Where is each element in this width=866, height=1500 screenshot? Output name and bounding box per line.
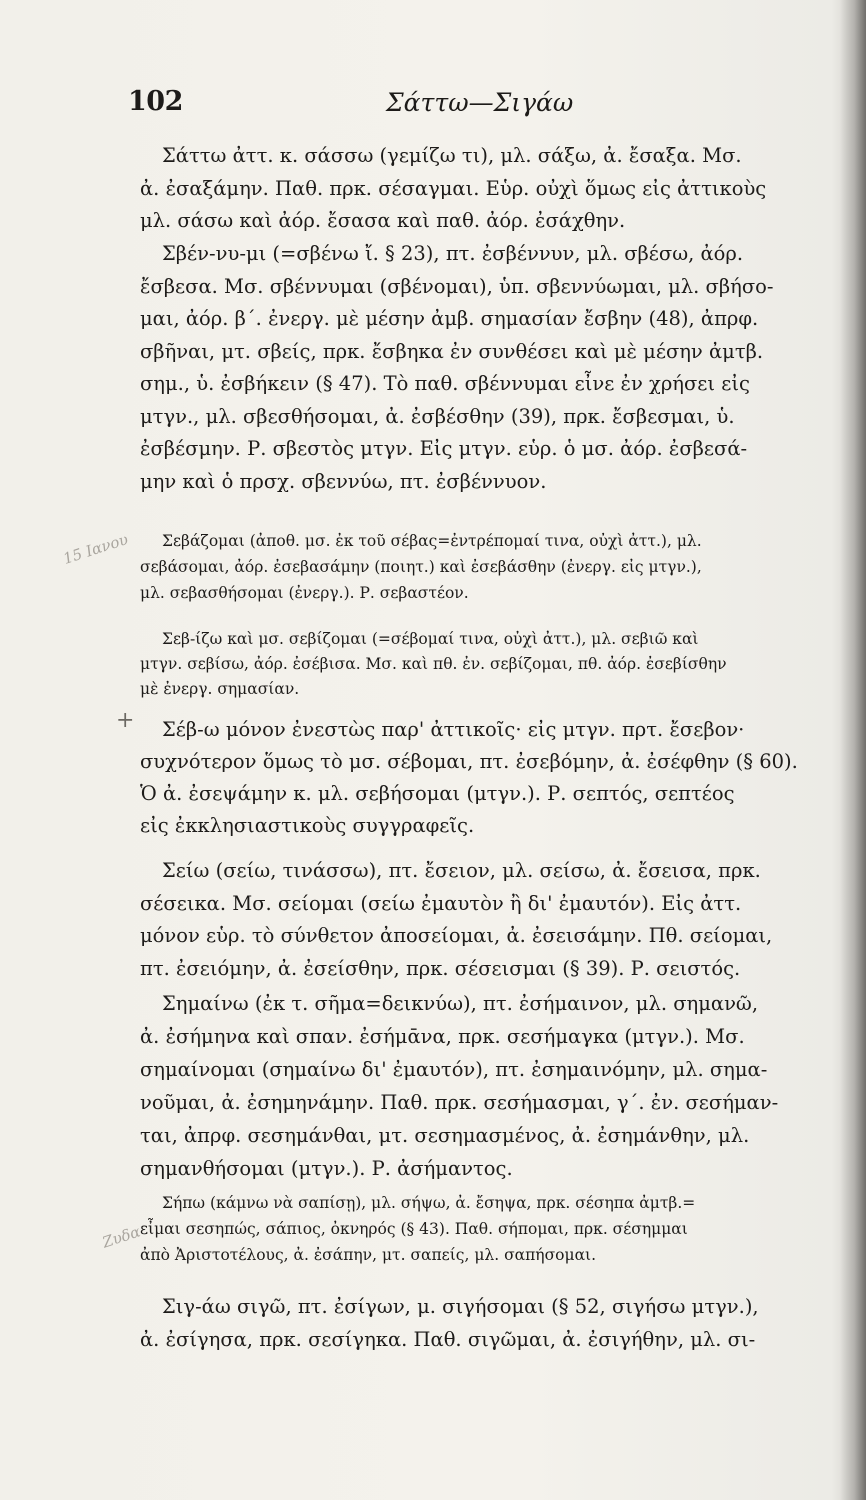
entry-line: Σεβάζομαι (ἀποθ. μσ. ἐκ τοῦ σέβας=ἐντρέπομαί τινα, οὐχὶ ἀττ.), μλ. — [162, 532, 702, 550]
entry-semaino — [140, 987, 820, 1185]
page-spine-shadow — [840, 0, 866, 1500]
entry-line: ἀ. ἐσίγησα, πρκ. σεσίγηκα. Παθ. σιγῶμαι, ἀ. ἐσιγήθην, μλ. σι- — [140, 1328, 756, 1351]
margin-handwritten-note: Ζυδα — [100, 1222, 143, 1252]
entry-line: Σέβ-ω μόνον ἐνεστὼς παρ' ἀττικοῖς· εἰς μτγν. πρτ. ἔσεβον· — [162, 718, 745, 741]
entry-line: σεβάσομαι, ἀόρ. ἐσεβασάμην (ποιητ.) καὶ ἐσεβάσθην (ἐνεργ. εἰς μτγν.), — [140, 558, 702, 576]
entry-line: Σεβ-ίζω καὶ μσ. σεβίζομαι (=σέβομαί τινα, οὐχὶ ἀττ.), μλ. σεβιῶ καὶ — [162, 630, 699, 648]
entry-line: ἀπὸ Ἀριστοτέλους, ἀ. ἐσάπην, μτ. σαπείς, μλ. σαπήσομαι. — [140, 1246, 597, 1264]
entry-line: σημ., ὑ. ἐσβήκειν (§ 47). Τὸ παθ. σβέννυμαι εἶνε ἐν χρήσει εἰς — [140, 372, 750, 395]
entry-sepo — [140, 1190, 820, 1268]
entry-line: μλ. σεβασθήσομαι (ἐνεργ.). Ρ. σεβαστέον. — [140, 584, 469, 602]
entry-line: ἀ. ἐσαξάμην. Παθ. πρκ. σέσαγμαι. Εὑρ. οὐχὶ ὅμως εἰς ἀττικοὺς — [140, 176, 767, 200]
entry-line: μόνον εὑρ. τὸ σύνθετον ἀποσείομαι, ἀ. ἐσεισάμην. Πθ. σείομαι, — [140, 924, 773, 947]
running-head: Σάττω—Σιγάω — [386, 88, 574, 117]
entry-line: μτγν., μλ. σβεσθήσομαι, ἀ. ἐσβέσθην (39), πρκ. ἔσβεσμαι, ὑ. — [140, 404, 735, 428]
entry-line: ται, ἀπρφ. σεσημάνθαι, μτ. σεσημασμένος, ἀ. ἐσημάνθην, μλ. — [140, 1124, 750, 1147]
entry-line: πτ. ἐσειόμην, ἀ. ἐσείσθην, πρκ. σέσεισμαι (§ 39). Ρ. σειστός. — [140, 956, 741, 980]
margin-handwritten-note: 15 Ιανου — [60, 530, 131, 568]
page-number: 102 — [128, 86, 183, 117]
entry-line: Σείω (σείω, τινάσσω), πτ. ἔσειον, μλ. σείσω, ἀ. ἔσεισα, πρκ. — [162, 859, 761, 882]
entry-line: σημανθήσομαι (μτγν.). Ρ. ἀσήμαντος. — [140, 1157, 513, 1180]
entry-sbennymi — [140, 238, 820, 498]
entry-sebazomai — [140, 528, 820, 606]
entry-line: εἰς ἐκκλησιαστικοὺς συγγραφεῖς. — [140, 814, 475, 837]
entry-line: σβῆναι, μτ. σβείς, πρκ. ἔσβηκα ἐν συνθέσει καὶ μὲ μέσην ἀμτβ. — [140, 339, 764, 363]
entry-line: Ὁ ἀ. ἐσεψάμην κ. μλ. σεβήσομαι (μτγν.). Ρ. σεπτός, σεπτέος — [140, 782, 735, 805]
entry-line: Σήπω (κάμνω νὰ σαπίσῃ), μλ. σήψω, ἀ. ἔσηψα, πρκ. σέσηπα ἀμτβ.= — [162, 1194, 696, 1212]
entry-line: νοῦμαι, ἀ. ἐσημηνάμην. Παθ. πρκ. σεσήμασμαι, γ΄. ἐν. σεσήμαν- — [140, 1091, 779, 1114]
entry-line: μλ. σάσω καὶ ἀόρ. ἔσασα καὶ παθ. ἀόρ. ἐσάχθην. — [140, 209, 626, 232]
entry-sigao — [140, 1290, 820, 1356]
entry-line: μτγν. σεβίσω, ἀόρ. ἐσέβισα. Μσ. καὶ πθ. ἐν. σεβίζομαι, πθ. ἀόρ. ἐσεβίσθην — [140, 655, 727, 673]
entry-line: Σάττω ἀττ. κ. σάσσω (γεμίζω τι), μλ. σάξω, ἀ. ἔσαξα. Μσ. — [162, 144, 742, 167]
entry-line: Σιγ-άω σιγῶ, πτ. ἐσίγων, μ. σιγήσομαι (§ 52, σιγήσω μτγν.), — [162, 1295, 759, 1318]
entry-sebo — [140, 714, 820, 842]
entry-seio — [140, 855, 820, 985]
margin-cross-mark: + — [116, 708, 135, 733]
entry-line: συχνότερον ὅμως τὸ μσ. σέβομαι, πτ. ἐσεβόμην, ἀ. ἐσέφθην (§ 60). — [140, 750, 798, 773]
entry-line: σημαίνομαι (σημαίνω δι' ἐμαυτόν), πτ. ἐσημαινόμην, μλ. σημα- — [140, 1058, 768, 1081]
entry-line: μαι, ἀόρ. β΄. ἐνεργ. μὲ μέσην ἀμβ. σημασίαν ἔσβην (48), ἀπρφ. — [140, 307, 759, 330]
entry-line: Σημαίνω (ἐκ τ. σῆμα=δεικνύω), πτ. ἐσήμαινον, μλ. σημανῶ, — [162, 992, 759, 1015]
entry-sebizo — [140, 627, 820, 702]
entry-satto — [140, 140, 820, 238]
entry-line: Σβέν-νυ-μι (=σβένω ἴ. § 23), πτ. ἐσβέννυν, μλ. σβέσω, ἀόρ. — [162, 242, 744, 265]
entry-line: ἐσβέσμην. Ρ. σβεστὸς μτγν. Εἰς μτγν. εὑρ. ὁ μσ. ἀόρ. ἐσβεσά- — [140, 437, 748, 460]
entry-line: ἔσβεσα. Μσ. σβέννυμαι (σβένομαι), ὑπ. σβεννύωμαι, μλ. σβήσο- — [140, 274, 774, 298]
entry-line: εἶμαι σεσηπώς, σάπιος, ὀκνηρός (§ 43). Παθ. σήπομαι, πρκ. σέσημμαι — [140, 1220, 688, 1238]
entry-line: μην καὶ ὁ πρσχ. σβεννύω, πτ. ἐσβέννυον. — [140, 469, 547, 493]
page-header — [128, 86, 818, 120]
entry-line: ἀ. ἐσήμηνα καὶ σπαν. ἐσήμᾱνα, πρκ. σεσήμαγκα (μτγν.). Μσ. — [140, 1025, 745, 1048]
entry-line: σέσεικα. Μσ. σείομαι (σείω ἐμαυτὸν ἢ δι' ἐμαυτόν). Εἰς ἀττ. — [140, 891, 742, 915]
entry-line: μὲ ἐνεργ. σημασίαν. — [140, 680, 300, 698]
